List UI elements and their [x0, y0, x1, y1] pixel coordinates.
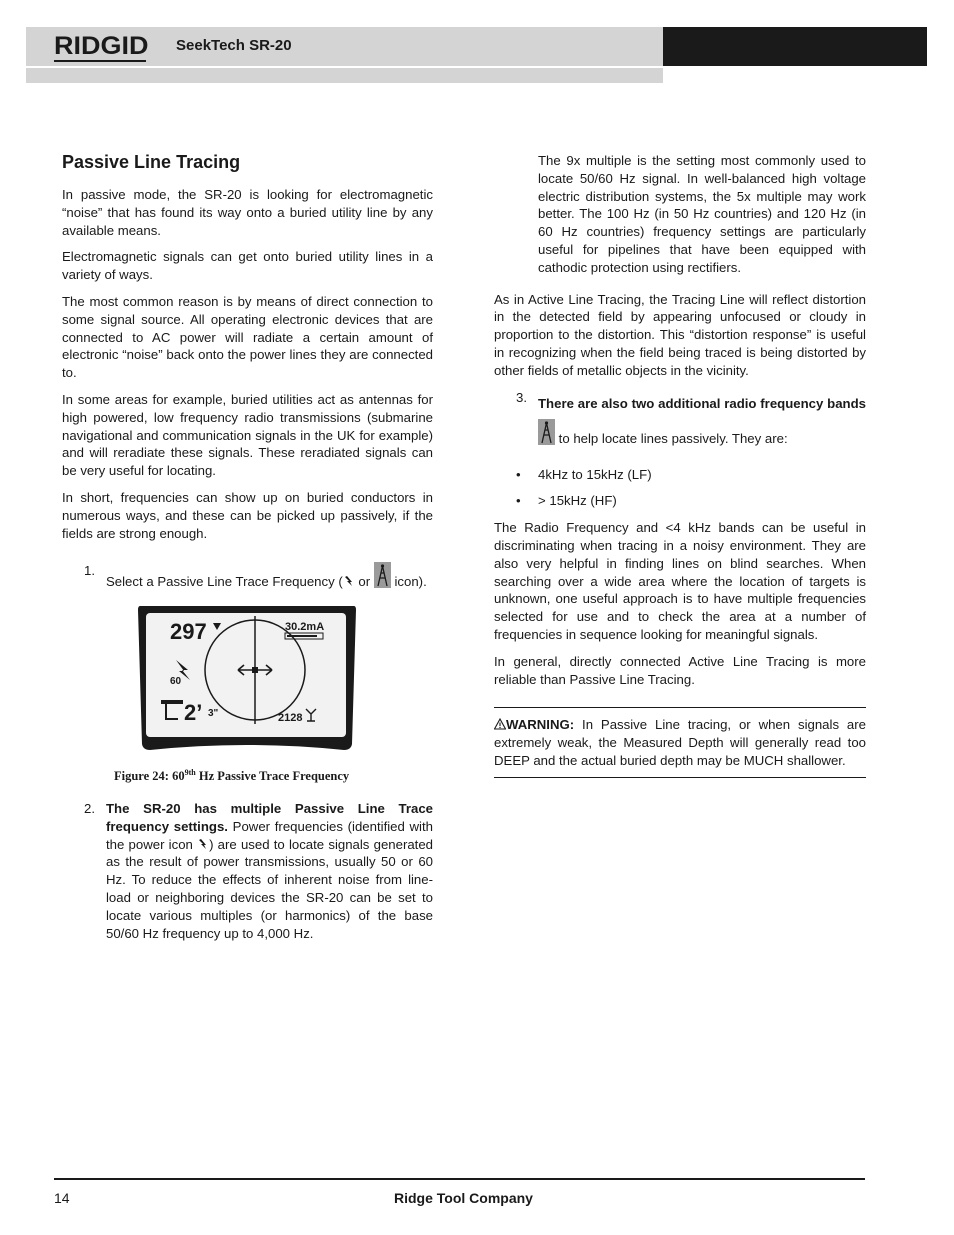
paragraph: The most common reason is by means of direct connection to some signal source. All operating electronic devices that are connected to AC power will radiate a certain amount of electronic “noise” back onto the power lines they are connected to.	[62, 293, 433, 381]
bullet-dot: •	[516, 493, 521, 509]
step-number: 2.	[84, 801, 95, 816]
section-heading: Passive Line Tracing	[62, 152, 241, 172]
header-black-block	[663, 27, 927, 66]
left-column-lower	[62, 800, 433, 942]
frequency-reading: 60	[170, 676, 182, 687]
header-divider	[26, 66, 663, 68]
logo-underline	[54, 60, 146, 62]
paragraph: As in Active Line Tracing, the Tracing Line will reflect distortion in the detected field by appearing unfocused or cloudy in proportion to the distortion. This “distortion response” is useful in recognizing when the field being traced is being distorted by other fields of metallic objects in the vicinity.	[494, 291, 866, 378]
bullet-item: • 4kHz to 15kHz (LF)	[516, 466, 652, 482]
power-icon	[197, 838, 209, 850]
display-screen	[136, 604, 358, 754]
step-2: 2. The SR-20 has multiple Passive Line Trace frequency settings. Power frequencies (identified with the power icon ) are used to locate signals generated as the result of power transmissions, usually 50 or 60 Hz. To reduce the effects of inherent noise from line-load or neighboring devices the SR-20 can be set to locate various multiples (or harmonics) of the base 50/60 Hz frequency up to 4,000 Hz.	[84, 801, 434, 941]
radio-tower-icon	[538, 419, 555, 445]
page-number: 14	[54, 1190, 70, 1206]
paragraph: In passive mode, the SR-20 is looking for electromagnetic “noise” that has found its way onto a buried utility line by any available means.	[62, 187, 433, 238]
footer-rule	[54, 1178, 865, 1180]
current-reading: 30.2mA	[285, 621, 325, 633]
bullet-dot: •	[516, 466, 521, 482]
right-column	[494, 152, 866, 697]
step-number: 1.	[84, 563, 95, 579]
paragraph: In general, directly connected Active Line Tracing is more reliable than Passive Line Tracing.	[494, 653, 866, 687]
depth-feet: 2’	[184, 700, 203, 725]
ridgid-logo: RIDGID	[54, 32, 149, 60]
figure-caption: Figure 24: $60^{9th}$ Hz Passive Trace Frequency	[114, 768, 350, 784]
paragraph: The Radio Frequency and <4 kHz bands can be useful in discriminating when tracing in a noisy environment. They are also very helpful in finding lines on blind searches. When searching over a wide area where the location of targets is unknown, one useful approach is to have multiple frequencies selected for use and to check the area at a number of frequencies in sequence looking for meaningful signals.	[494, 520, 866, 642]
paragraph: In some areas for example, buried utilities act as antennas for high powered, low frequency radio transmissions (submarine navigational and communication signals in the UK for example) and will reradiate these signals. These reradiated signals can be very useful for locating.	[62, 391, 433, 479]
signal-strength: 2128	[278, 712, 303, 724]
depth-inches: 3"	[208, 708, 219, 719]
warning-top-rule	[494, 707, 866, 708]
warning-triangle-icon	[494, 718, 506, 730]
warning-box	[494, 716, 866, 769]
step-1: 1. Select a Passive Line Trace Frequency ( or icon).	[84, 563, 427, 590]
manual-title: SeekTech SR-20	[176, 37, 292, 54]
company-name: Ridge Tool Company	[394, 1190, 533, 1206]
power-icon	[343, 575, 355, 587]
paragraph: The 9x multiple is the setting most commonly used to locate 50/60 Hz signal. In well-balanced high voltage electric distribution systems, the 5x multiple may work better. The 100 Hz (in 50 Hz countries) and 120 Hz (in 60 Hz countries) frequency settings are particularly useful for pipelines that have been equipped with cathodic protection using rectifiers.	[538, 153, 866, 275]
paragraph: In short, frequencies can show up on buried conductors in numerous ways, and these can be picked up passively, if the fields are strong enough.	[62, 489, 433, 541]
depth-reading: 297	[170, 619, 207, 644]
warning-text: WARNING: In Passive Line tracing, or when signals are extremely weak, the Measured Depth will generally read too DEEP and the actual buried depth may be MUCH shallower.	[494, 717, 866, 768]
radio-tower-icon	[374, 562, 391, 588]
step-number: 3.	[516, 389, 527, 405]
bullet-item: • > 15kHz (HF)	[516, 493, 617, 509]
step-3: 3. There are also two additional radio frequency bands to help locate lines passively. They are:	[516, 389, 866, 446]
sr20-display-figure	[136, 604, 358, 754]
left-column	[62, 152, 433, 591]
warning-bottom-rule	[494, 777, 866, 778]
paragraph: Electromagnetic signals can get onto buried utility lines in a variety of ways.	[62, 249, 433, 283]
